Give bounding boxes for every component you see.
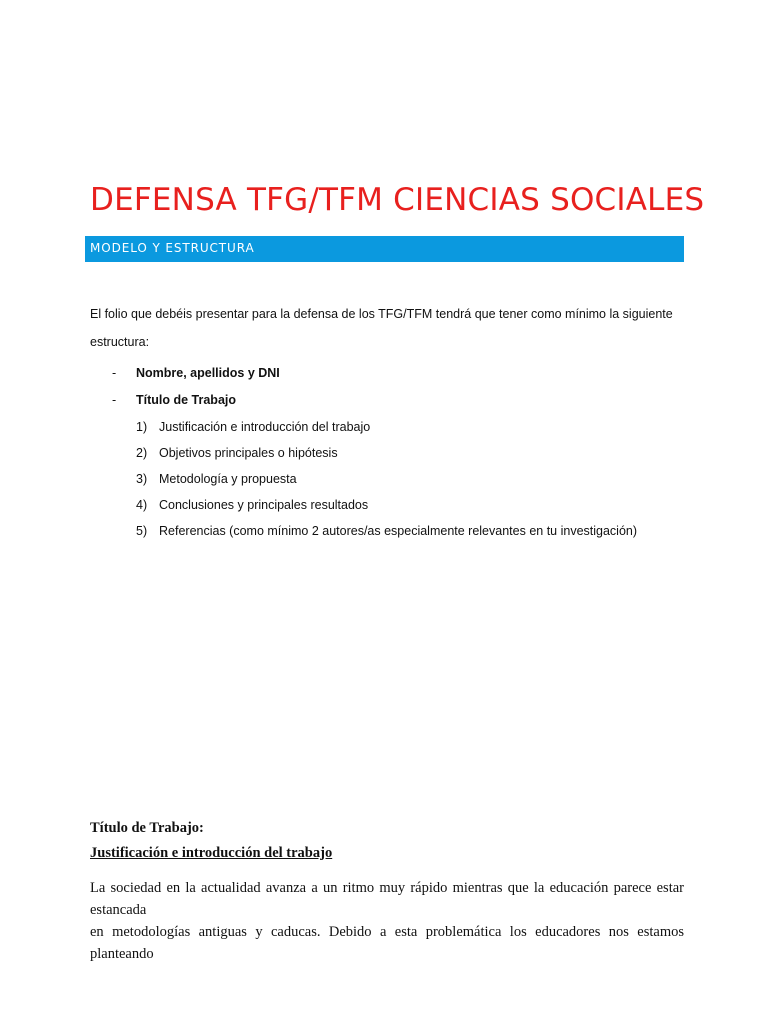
section-heading: Justificación e introducción del trabajo (90, 845, 333, 861)
body-line: en metodologías antiguas y caducas. Debido a esta problemática los educadores nos estamos planteando (90, 924, 684, 962)
item-text: Conclusiones y principales resultados (159, 498, 369, 512)
item-number: 4) (136, 498, 148, 512)
item-number: 3) (136, 472, 148, 486)
bullet-text: Nombre, apellidos y DNI (136, 366, 280, 380)
document-title: DEFENSA TFG/TFM CIENCIAS SOCIALES (90, 182, 705, 218)
work-title-label: Título de Trabajo: (90, 820, 204, 836)
item-number: 5) (136, 524, 148, 538)
item-number: 1) (136, 420, 148, 434)
body-paragraph (90, 877, 684, 965)
bullet-text: Título de Trabajo (136, 393, 237, 407)
item-text: Metodología y propuesta (159, 472, 297, 486)
item-text: Referencias (como mínimo 2 autores/as especialmente relevantes en tu investigación) (159, 524, 638, 538)
item-text: Justificación e introducción del trabajo (159, 420, 371, 434)
item-number: 2) (136, 446, 148, 460)
subtitle-text: MODELO Y ESTRUCTURA (90, 241, 255, 255)
bullet-marker: - (112, 366, 117, 380)
item-text: Objetivos principales o hipótesis (159, 446, 338, 460)
body-line: La sociedad en la actualidad avanza a un ritmo muy rápido mientras que la educación parece estar estancada (90, 880, 684, 918)
bullet-marker: - (112, 393, 117, 407)
intro-paragraph: El folio que debéis presentar para la defensa de los TFG/TFM tendrá que tener como mínimo la siguiente estructura: (90, 307, 673, 349)
subtitle-banner (85, 236, 684, 262)
